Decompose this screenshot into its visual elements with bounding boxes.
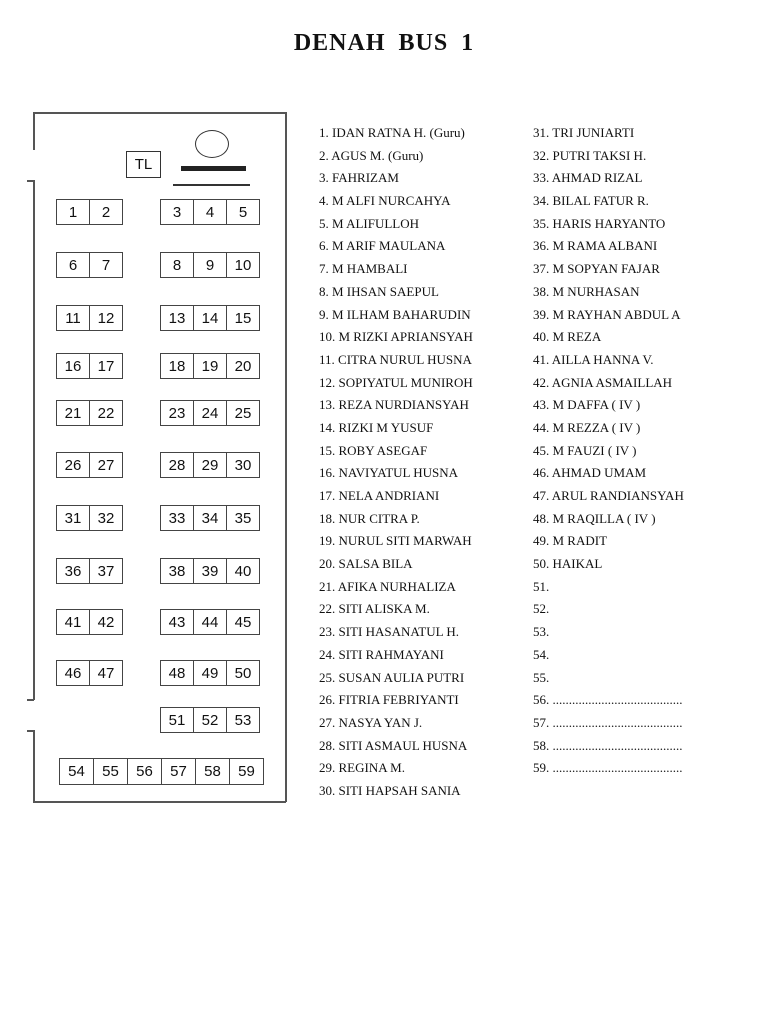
seat: 19 (193, 353, 227, 379)
passenger-entry: 43. M DAFFA ( IV ) (533, 397, 641, 413)
passenger-entry: 38. M NURHASAN (533, 283, 640, 299)
passenger-entry: 22. SITI ALISKA M. (319, 601, 430, 617)
seat: 15 (226, 305, 260, 331)
seat: 3 (160, 199, 194, 225)
passenger-entry: 48. M RAQILLA ( IV ) (533, 510, 656, 526)
seat: 24 (193, 400, 227, 426)
passenger-entry: 49. M RADIT (533, 533, 608, 549)
seat: 25 (226, 400, 260, 426)
passenger-entry: 36. M RAMA ALBANI (533, 238, 658, 254)
seat: 40 (226, 558, 260, 584)
passenger-entry: 45. M FAUZI ( IV ) (533, 442, 637, 458)
seat: 50 (226, 660, 260, 686)
passenger-entry: 28. SITI ASMAUL HUSNA (319, 737, 468, 753)
passenger-entry: 2. AGUS M. (Guru) (319, 147, 424, 163)
passenger-entry: 54. (533, 646, 550, 662)
passenger-entry: 25. SUSAN AULIA PUTRI (319, 669, 465, 685)
seat: 13 (160, 305, 194, 331)
seat: 17 (89, 353, 123, 379)
page-title: DENAH BUS 1 (293, 30, 475, 56)
driver-seat-icon (195, 130, 229, 158)
seat: 43 (160, 609, 194, 635)
bus-outline-bottom (33, 801, 286, 803)
seat: 46 (56, 660, 90, 686)
passenger-entry: 47. ARUL RANDIANSYAH (533, 488, 684, 503)
back-row-seat: 57 (161, 758, 196, 785)
passenger-entry: 37. M SOPYAN FAJAR (533, 261, 660, 277)
seat: 11 (56, 305, 90, 331)
passenger-entry: 24. SITI RAHMAYANI (319, 646, 444, 662)
passenger-entry: 56. ........................................ (533, 692, 683, 708)
passenger-entry: 44. M REZZA ( IV ) (533, 419, 641, 435)
seat: 12 (89, 305, 123, 331)
back-row-seat: 59 (229, 758, 264, 785)
seat: 34 (193, 505, 227, 531)
seat: 29 (193, 452, 227, 478)
seat: 49 (193, 660, 227, 686)
bus-outline-left-lower (33, 730, 35, 802)
passenger-entry: 30. SITI HAPSAH SANIA (319, 782, 461, 798)
seat: 32 (89, 505, 123, 531)
seat: 39 (193, 558, 227, 584)
passenger-entry: 6. M ARIF MAULANA (319, 238, 446, 254)
seat: 41 (56, 609, 90, 635)
front-door-tick (27, 180, 34, 182)
passenger-entry: 34. BILAL FATUR R. (533, 193, 649, 209)
seat: 31 (56, 505, 90, 531)
passenger-entry: 13. REZA NURDIANSYAH (319, 397, 469, 413)
toilet-label: TL (134, 156, 153, 173)
seat: 28 (160, 452, 194, 478)
dashboard-line (173, 184, 250, 186)
seat: 8 (160, 252, 194, 278)
seat: 51 (160, 707, 194, 733)
seat: 6 (56, 252, 90, 278)
seat: 4 (193, 199, 227, 225)
passenger-entry: 3. FAHRIZAM (319, 170, 399, 186)
passenger-entry: 29. REGINA M. (319, 760, 405, 776)
seat: 1 (56, 199, 90, 225)
passenger-entry: 26. FITRIA FEBRIYANTI (319, 692, 459, 708)
passenger-entry: 42. AGNIA ASMAILLAH (533, 374, 673, 390)
passenger-entry: 35. HARIS HARYANTO (533, 215, 666, 231)
passenger-entry: 57. ........................................ (533, 714, 683, 730)
passenger-entry: 8. M IHSAN SAEPUL (319, 283, 439, 299)
back-row-seat: 54 (59, 758, 94, 785)
back-row-seat: 55 (93, 758, 128, 785)
seat: 20 (226, 353, 260, 379)
seat: 53 (226, 707, 260, 733)
passenger-entry: 14. RIZKI M YUSUF (319, 419, 434, 435)
seat: 52 (193, 707, 227, 733)
passenger-entry: 59. ........................................ (533, 760, 683, 776)
seat: 44 (193, 609, 227, 635)
passenger-entry: 53. (533, 624, 550, 640)
passenger-entry: 51. (533, 578, 550, 594)
passenger-entry: 41. AILLA HANNA V. (533, 351, 654, 367)
seat: 5 (226, 199, 260, 225)
seat: 27 (89, 452, 123, 478)
seat: 38 (160, 558, 194, 584)
passenger-entry: 21. AFIKA NURHALIZA (319, 578, 456, 594)
seat: 42 (89, 609, 123, 635)
seat: 48 (160, 660, 194, 686)
seat: 18 (160, 353, 194, 379)
seat: 47 (89, 660, 123, 686)
seat: 2 (89, 199, 123, 225)
passenger-entry: 46. AHMAD UMAM (533, 465, 647, 481)
seat: 9 (193, 252, 227, 278)
passenger-entry: 12. SOPIYATUL MUNIROH (319, 374, 473, 390)
passenger-entry: 55. (533, 669, 550, 685)
passenger-entry: 4. M ALFI NURCAHYA (319, 193, 451, 209)
passenger-entry: 9. M ILHAM BAHARUDIN (319, 306, 471, 322)
passenger-entry: 11. CITRA NURUL HUSNA (319, 351, 472, 367)
steering-wheel-icon (181, 166, 246, 171)
seat: 45 (226, 609, 260, 635)
passenger-entry: 50. HAIKAL (533, 556, 603, 572)
passenger-entry: 19. NURUL SITI MARWAH (319, 533, 472, 549)
passenger-entry: 33. AHMAD RIZAL (533, 170, 643, 186)
seat: 23 (160, 400, 194, 426)
seat: 10 (226, 252, 260, 278)
passenger-list-left (319, 122, 473, 803)
passenger-entry: 16. NAVIYATUL HUSNA (319, 465, 459, 481)
back-row-seat: 58 (195, 758, 230, 785)
passenger-entry: 1. IDAN RATNA H. (Guru) (319, 125, 465, 140)
passenger-entry: 10. M RIZKI APRIANSYAH (319, 329, 473, 345)
passenger-entry: 40. M REZA (533, 329, 602, 345)
seat: 21 (56, 400, 90, 426)
passenger-entry: 32. PUTRI TAKSI H. (533, 147, 647, 163)
passenger-entry: 31. TRI JUNIARTI (533, 125, 635, 140)
seat: 37 (89, 558, 123, 584)
middle-door-tick (27, 699, 34, 701)
passenger-entry: 27. NASYA YAN J. (319, 714, 423, 730)
toilet-box (126, 151, 161, 178)
passenger-entry: 58. ........................................ (533, 737, 683, 753)
passenger-list-right (533, 122, 684, 780)
passenger-entry: 20. SALSA BILA (319, 556, 413, 572)
bus-outline-top (33, 112, 286, 114)
passenger-entry: 23. SITI HASANATUL H. (319, 624, 459, 640)
seat: 36 (56, 558, 90, 584)
passenger-entry: 15. ROBY ASEGAF (319, 442, 428, 458)
passenger-entry: 18. NUR CITRA P. (319, 510, 420, 526)
seat: 14 (193, 305, 227, 331)
passenger-entry: 39. M RAYHAN ABDUL A (533, 306, 681, 322)
seat: 16 (56, 353, 90, 379)
passenger-entry: 52. (533, 601, 550, 617)
seat: 33 (160, 505, 194, 531)
back-row-seat: 56 (127, 758, 162, 785)
bus-outline-right (285, 112, 287, 802)
passenger-entry: 5. M ALIFULLOH (319, 215, 420, 231)
bus-outline-left-middle (33, 180, 35, 700)
passenger-entry: 17. NELA ANDRIANI (319, 488, 440, 503)
passenger-entry: 7. M HAMBALI (319, 261, 408, 277)
seat: 35 (226, 505, 260, 531)
seat: 22 (89, 400, 123, 426)
seat: 26 (56, 452, 90, 478)
bus-outline-left-upper (33, 112, 35, 150)
seat: 30 (226, 452, 260, 478)
seat: 7 (89, 252, 123, 278)
back-door-tick (27, 730, 34, 732)
